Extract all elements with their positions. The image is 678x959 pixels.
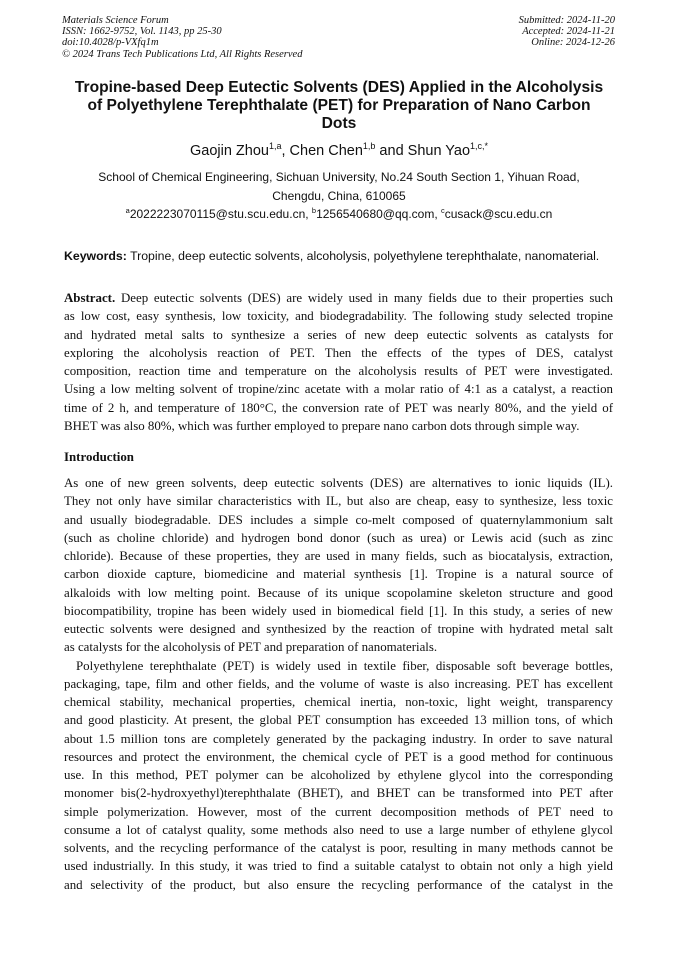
abstract-label: Abstract.	[64, 291, 116, 305]
text-line: solvents, and the recycling performance of the catalyst is poor, resulting in many methods cannot be	[64, 841, 613, 855]
keywords-text: Tropine, deep eutectic solvents, alcoholysis, polyethylene terephthalate, nanomaterial.	[126, 249, 600, 263]
text-line: (such as choline chloride) and hydrogen bond donor (such as urea) or Lewis acid (such as zinc	[64, 530, 613, 545]
text-line: time of 2 h, and temperature of 180°C, the conversion rate of PET was nearly 80%, and the yield of	[64, 400, 613, 415]
text-line	[64, 289, 613, 307]
copyright: © 2024 Trans Tech Publications Ltd, All Rights Reserved	[62, 48, 303, 60]
text-line: simple polymerization. However, most of the current decomposition methods of PET need to	[64, 804, 613, 819]
issn-volume: ISSN: 1662-9752, Vol. 1143, pp 25-30	[62, 26, 222, 38]
email: cusack@scu.edu.cn	[444, 207, 553, 221]
author-affiliation-mark: 1,a	[268, 141, 282, 152]
author-name: Gaojin Zhou	[189, 143, 269, 159]
author-affiliation-mark: 1,b	[362, 141, 376, 152]
emails	[0, 207, 678, 221]
title-line: of Polyethylene Terephthalate (PET) for Preparation of Nano Carbon	[87, 97, 591, 114]
text-line: Polyethylene terephthalate (PET) is widely used in textile fiber, disposable soft beverage bottles,	[76, 658, 613, 673]
affiliation-line: School of Chemical Engineering, Sichuan University, No.24 South Section 1, Yihuan Road,	[98, 170, 580, 184]
dates-info	[519, 15, 615, 49]
text-line: composition, reaction time and temperature on the alcoholysis results of PET were investigated.	[64, 364, 613, 378]
text-line: chloride). Because of these properties, they are used in many fields, such as biocatalysis, extraction,	[64, 549, 613, 563]
keywords-label: Keywords:	[64, 249, 127, 263]
email-mark: c	[441, 206, 445, 215]
author-name: Shun Yao	[407, 143, 471, 159]
text-line: They not only have similar characteristics with IL, but also are cheap, easy to synthesize, less toxic	[64, 494, 613, 509]
text-line: exploring the alcoholysis reaction of PET. Then the effects of the types of DES, catalyst	[64, 345, 613, 360]
author-affiliation-mark: 1,c,*	[470, 141, 488, 152]
text-line: As one of new green solvents, deep eutectic solvents (DES) are alternatives to ionic liquids (IL).	[64, 476, 613, 490]
accepted-date: Accepted: 2024-11-21	[522, 26, 615, 38]
title-line: Tropine-based Deep Eutectic Solvents (DES) Applied in the Alcoholysis	[74, 79, 604, 96]
paper-title	[40, 79, 638, 133]
text-line: resources and protect the environment, the chemical cycle of PET is a good method for continuous	[64, 749, 613, 764]
submitted-date: Submitted: 2024-11-20	[518, 15, 615, 26]
text-line: consume a lot of catalyst quality, some methods also need to use a large number of ethylene glycol	[64, 822, 613, 837]
journal-name: Materials Science Forum	[62, 15, 169, 26]
text-line: packaging, tape, film and other fields, and the volume of waste is also increasing. PET has excellent	[64, 676, 613, 691]
text-line: use. In this method, PET polymer can be alcoholized by ethylene glycol into the corresponding	[64, 768, 613, 782]
text-line: biocompatibility, tropine has been widely used in biomedical field [1]. In this study, a series of new	[64, 603, 613, 618]
separator: ,	[281, 143, 290, 159]
title-line: Dots	[321, 115, 357, 132]
affiliation	[40, 168, 638, 206]
email: 1256540680@qq.com,	[316, 207, 442, 221]
text-line: carbon dioxide capture, biomedicine and material synthesis [1]. Tropine is a natural source of	[64, 567, 613, 582]
text-line: alkaloids with low melting point. Because of its unique scopolamine skeleton structure and good	[64, 585, 613, 600]
text-line: BHET was also 80%, which was further employed to prepare nano carbon dots through simple way.	[64, 418, 580, 433]
authors	[0, 143, 678, 159]
text-line: chemical stability, mechanical properties, chemical inertia, non-toxic, light weight, transparency	[64, 695, 613, 709]
introduction-body	[64, 474, 613, 894]
text-line: monomer bis(2-hydroxyethyl)terephthalate (BHET), and BHET can be transformed into PET after	[64, 786, 613, 801]
text-line: as catalysts for the alcoholysis of PET and preparation of nanomaterials.	[64, 640, 438, 655]
journal-info	[62, 15, 302, 60]
email-mark: b	[311, 206, 317, 215]
text-line: and usually biodegradable. DES includes a simple co-melt composed of quaternylammonium salt	[64, 512, 613, 527]
abstract-text: Deep eutectic solvents (DES) are widely used in many fields due to their properties such	[115, 291, 613, 305]
abstract	[64, 289, 613, 435]
affiliation-line: Chengdu, China, 610065	[272, 189, 406, 203]
section-heading-introduction: Introduction	[64, 450, 134, 464]
keywords	[64, 249, 599, 263]
text-line: eutectic solvents were designed and synthesized by the reaction of tropine with hydrated metal salt	[64, 622, 613, 636]
doi: doi:10.4028/p-VXfq1m	[62, 37, 159, 49]
text-line: and selectivity of the product, but also ensure the recycling performance of the catalyst in the	[64, 877, 613, 892]
text-line: Using a low melting solvent of tropine/zinc acetate with a molar ratio of 4:1 as a catalyst, a reaction	[64, 382, 613, 397]
text-line: and good plasticity. At present, the global PET consumption has exceeded 13 million tons, of which	[64, 713, 613, 728]
online-date: Online: 2024-12-26	[531, 37, 615, 49]
email: 2022223070115@stu.scu.edu.cn,	[129, 207, 312, 221]
text-line: as low cost, easy synthesis, low toxicity, and biodegradability. The following study selected tropine	[64, 309, 613, 324]
text-line: about 1.5 million tons are completely generated by the packaging industry. In order to save natural	[64, 731, 613, 746]
text-line: and hydrated metal salts to synthesize a series of new deep eutectic solvents as catalysts for	[64, 327, 613, 342]
text-line: used industrially. In this study, it was tried to find a suitable catalyst to obtain not only a high yield	[64, 859, 613, 874]
email-mark: a	[125, 206, 130, 215]
separator: and	[375, 143, 408, 159]
author-name: Chen Chen	[289, 143, 363, 159]
